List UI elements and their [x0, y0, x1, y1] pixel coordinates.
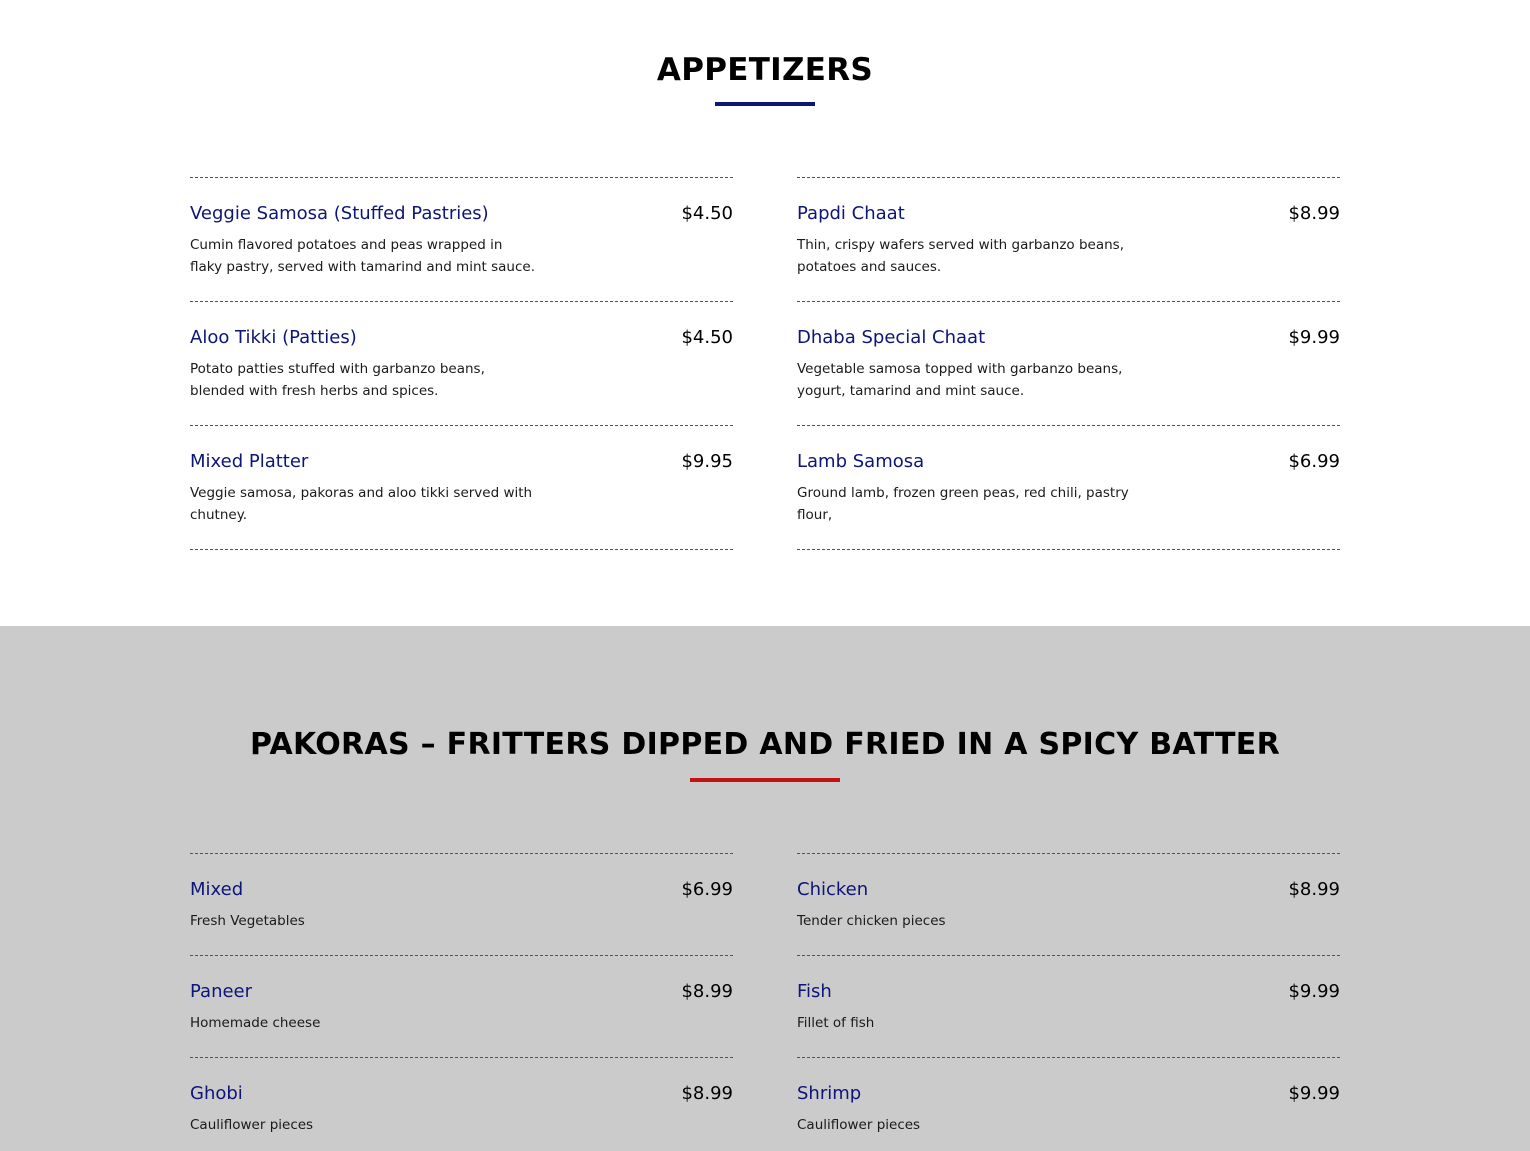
appetizers-title-underline — [715, 102, 815, 106]
menu-item-ghobi-pakora — [190, 1058, 733, 1151]
item-description: Fillet of fish — [797, 1015, 875, 1031]
pakoras-section — [0, 626, 1530, 1151]
menu-item-shrimp-pakora — [797, 1058, 1340, 1151]
item-description: Cumin flavored potatoes and peas wrapped in flaky pastry, served with tamarind and mint sauce. — [190, 237, 535, 275]
item-price: $9.95 — [681, 451, 733, 472]
item-name: Dhaba Special Chaat — [797, 327, 986, 348]
appetizers-right-column — [797, 177, 1340, 550]
item-name: Lamb Samosa — [797, 451, 925, 472]
item-description: Cauliflower pieces — [797, 1117, 921, 1133]
pakoras-left-column — [190, 853, 733, 1151]
item-price: $6.99 — [1288, 451, 1340, 472]
item-description: Veggie samosa, pakoras and aloo tikki served with chutney. — [190, 485, 533, 523]
item-name: Papdi Chaat — [797, 203, 905, 224]
pakoras-title: PAKORAS – FRITTERS DIPPED AND FRIED IN A SPICY BATTER — [249, 727, 1280, 762]
item-price: $4.50 — [681, 327, 733, 348]
item-price: $9.99 — [1288, 981, 1340, 1002]
item-name: Shrimp — [797, 1083, 862, 1104]
appetizers-menu-grid — [190, 177, 1340, 550]
item-name: Mixed — [190, 879, 244, 900]
appetizers-title: APPETIZERS — [656, 52, 874, 88]
item-price: $9.99 — [1288, 327, 1340, 348]
item-description: Potato patties stuffed with garbanzo beans, blended with fresh herbs and spices. — [190, 361, 485, 399]
appetizers-left-column — [190, 177, 733, 550]
menu-item-papdi-chaat — [797, 178, 1340, 302]
pakoras-right-column — [797, 853, 1340, 1151]
menu-item-paneer-pakora — [190, 956, 733, 1058]
menu-item-lamb-samosa — [797, 426, 1340, 550]
item-name: Aloo Tikki (Patties) — [190, 327, 357, 348]
item-name: Mixed Platter — [190, 451, 309, 472]
menu-item-aloo-tikki — [190, 302, 733, 426]
item-name: Ghobi — [190, 1083, 243, 1104]
item-description: Homemade cheese — [190, 1015, 321, 1031]
item-name: Veggie Samosa (Stuffed Pastries) — [190, 203, 489, 224]
item-description: Fresh Vegetables — [190, 913, 305, 929]
item-description: Cauliflower pieces — [190, 1117, 314, 1133]
item-price: $9.99 — [1288, 1083, 1340, 1104]
menu-item-mixed-pakora — [190, 854, 733, 956]
item-name: Paneer — [190, 981, 253, 1002]
item-description: Ground lamb, frozen green peas, red chili, pastry flour, — [797, 485, 1129, 523]
item-description: Tender chicken pieces — [797, 913, 946, 929]
menu-item-mixed-platter — [190, 426, 733, 550]
item-price: $8.99 — [1288, 879, 1340, 900]
item-price: $8.99 — [681, 1083, 733, 1104]
menu-item-dhaba-special-chaat — [797, 302, 1340, 426]
item-price: $8.99 — [1288, 203, 1340, 224]
pakoras-title-underline — [690, 778, 840, 782]
menu-item-chicken-pakora — [797, 854, 1340, 956]
item-name: Chicken — [797, 879, 869, 900]
pakoras-menu-grid — [190, 853, 1340, 1151]
menu-item-veggie-samosa — [190, 178, 733, 302]
item-description: Vegetable samosa topped with garbanzo beans, yogurt, tamarind and mint sauce. — [797, 361, 1123, 399]
menu-item-fish-pakora — [797, 956, 1340, 1058]
item-price: $8.99 — [681, 981, 733, 1002]
item-price: $6.99 — [681, 879, 733, 900]
item-name: Fish — [797, 981, 832, 1002]
item-description: Thin, crispy wafers served with garbanzo beans, potatoes and sauces. — [797, 237, 1124, 275]
item-price: $4.50 — [681, 203, 733, 224]
